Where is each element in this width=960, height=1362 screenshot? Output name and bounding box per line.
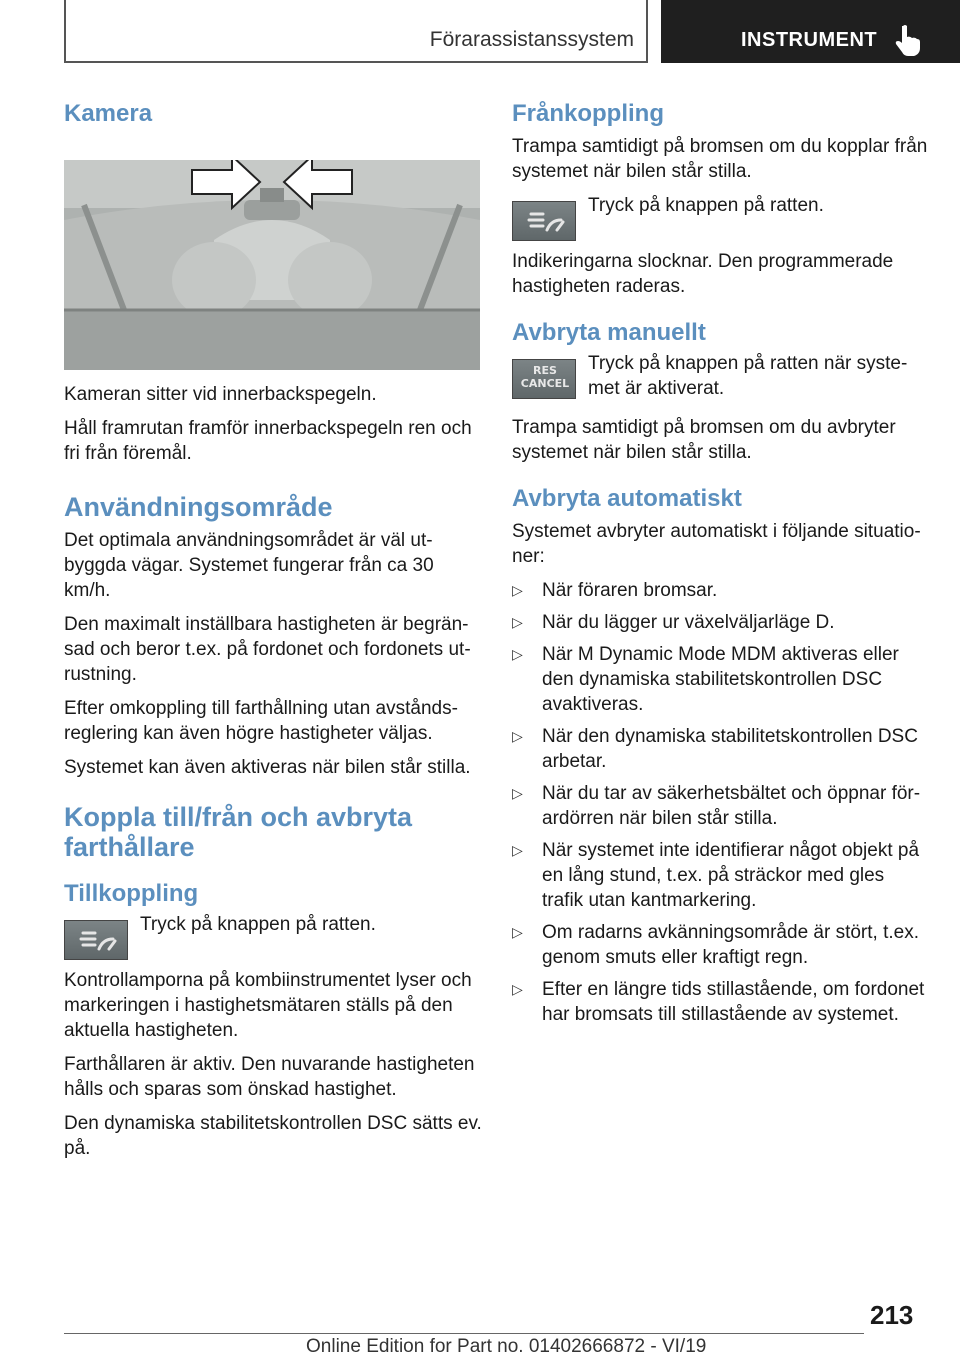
- manuellt-icon-text: Tryck på knappen på ratten när systemet är aktiverat.: [588, 353, 908, 399]
- kamera-paragraph-1: Kameran sitter vid innerbackspegeln.: [64, 384, 377, 405]
- list-item: ▷ När du tar av säkerhetsbältet och öppnar förardörren när bilen står stilla.: [512, 783, 921, 829]
- triangle-bullet-icon: ▷: [512, 785, 523, 801]
- tillkoppling-icon-text: Tryck på knappen på ratten.: [140, 914, 376, 935]
- anv-paragraph-3: Efter omkoppling till farthållning utan avståndsreglering kan även högre hastigheter väljas.: [64, 698, 458, 744]
- frankoppling-heading: Frånkoppling: [512, 100, 664, 127]
- till-paragraph-2: Farthållaren är aktiv. Den nuvarande hastigheten hålls och sparas som önskad hastighet.: [64, 1054, 475, 1100]
- tillkoppling-instruction: [64, 912, 482, 954]
- header-chapter-box: [661, 0, 960, 63]
- cruise-control-button-image: [512, 201, 576, 241]
- anv-paragraph-1: Det optimala användningsområdet är väl utbyggda vägar. Systemet fungerar från ca 30 km/h.: [64, 530, 434, 601]
- footer-edition: Online Edition for Part no. 01402666872 - VI/19: [306, 1336, 707, 1357]
- list-item: ▷ När systemet inte identifierar något objekt på en lång stund, t.ex. på sträckor med gles trafik utan kantmarkering.: [512, 840, 920, 911]
- frankoppling-instruction: [512, 193, 930, 235]
- manuellt-instruction: [512, 351, 930, 401]
- triangle-bullet-icon: ▷: [512, 646, 523, 662]
- fran-paragraph-1: Trampa samtidigt på bromsen om du kopplar från systemet när bilen står stilla.: [512, 136, 928, 182]
- header-section-box: [64, 0, 648, 63]
- footer-divider: [64, 1333, 864, 1334]
- header-section-title: Förarassistanssystem: [429, 28, 634, 51]
- list-item: ▷ Om radarns avkänningsområde är stört, t.ex. genom smuts eller kraftigt regn.: [512, 922, 919, 968]
- anv-paragraph-2: Den maximalt inställbara hastigheten är begränsad och beror t.ex. på fordonet och fordonets utrustning.: [64, 614, 471, 685]
- man-paragraph-1: Trampa samtidigt på bromsen om du avbryter systemet när bilen står stilla.: [512, 417, 896, 463]
- anvandningsomrade-heading: Användningsområde: [64, 492, 333, 522]
- cruise-control-icon: [513, 202, 577, 242]
- kamera-heading: Kamera: [64, 100, 153, 127]
- tillkoppling-heading: Tillkoppling: [64, 880, 199, 907]
- triangle-bullet-icon: ▷: [512, 728, 523, 744]
- till-paragraph-3: Den dynamiska stabilitetskontrollen DSC sätts ev. på.: [64, 1113, 482, 1159]
- auto-bullet-list: [512, 578, 930, 1027]
- res-cancel-icon: [513, 364, 577, 390]
- avbryta-automatiskt-heading: Avbryta automatiskt: [512, 485, 742, 512]
- res-cancel-button-image: [512, 359, 576, 399]
- list-item: ▷ När den dynamiska stabilitetskontrollen DSC arbetar.: [512, 726, 918, 772]
- list-item: ▷ När M Dynamic Mode MDM aktiveras eller den dynamiska stabilitetskontrollen DSC avaktiveras.: [512, 644, 899, 715]
- left-column: [64, 100, 482, 1170]
- triangle-bullet-icon: ▷: [512, 981, 523, 997]
- cruise-control-icon: [65, 921, 129, 961]
- list-item: ▷ När föraren bromsar.: [512, 580, 718, 601]
- pointing-hand-icon: [894, 24, 922, 56]
- avbryta-manuellt-heading: Avbryta manuellt: [512, 319, 706, 346]
- triangle-bullet-icon: ▷: [512, 614, 523, 630]
- cruise-control-button-image: [64, 920, 128, 960]
- car-interior-image: [64, 160, 480, 370]
- list-item: ▷ När du lägger ur växelväljarläge D.: [512, 612, 835, 633]
- cancel-label: CANCEL: [520, 377, 570, 390]
- triangle-bullet-icon: ▷: [512, 924, 523, 940]
- auto-paragraph-1: Systemet avbryter automatiskt i följande situationer:: [512, 521, 921, 567]
- page-number: 213: [870, 1300, 914, 1330]
- fran-paragraph-2: Indikeringarna slocknar. Den programmerade hastigheten raderas.: [512, 251, 894, 297]
- frankoppling-icon-text: Tryck på knappen på ratten.: [588, 195, 824, 216]
- right-column: [512, 100, 930, 1034]
- res-label: RES: [533, 364, 557, 377]
- kamera-paragraph-2: Håll framrutan framför innerbackspegeln ren och fri från föremål.: [64, 418, 472, 464]
- triangle-bullet-icon: ▷: [512, 842, 523, 858]
- header-chapter-title: INSTRUMENT: [741, 29, 878, 51]
- till-paragraph-1: Kontrollamporna på kombiinstrumentet lyser och markeringen i hastighetsmätaren ställs på den aktuella hastigheten.: [64, 970, 472, 1041]
- list-item: ▷ Efter en längre tids stillastående, om fordonet har bromsats till stillastående av systemet.: [512, 979, 925, 1025]
- camera-location-figure: [64, 160, 480, 370]
- anv-paragraph-4: Systemet kan även aktiveras när bilen står stilla.: [64, 757, 471, 778]
- triangle-bullet-icon: ▷: [512, 582, 523, 598]
- koppla-heading: Koppla till/från och avbryta farthållare: [64, 802, 413, 862]
